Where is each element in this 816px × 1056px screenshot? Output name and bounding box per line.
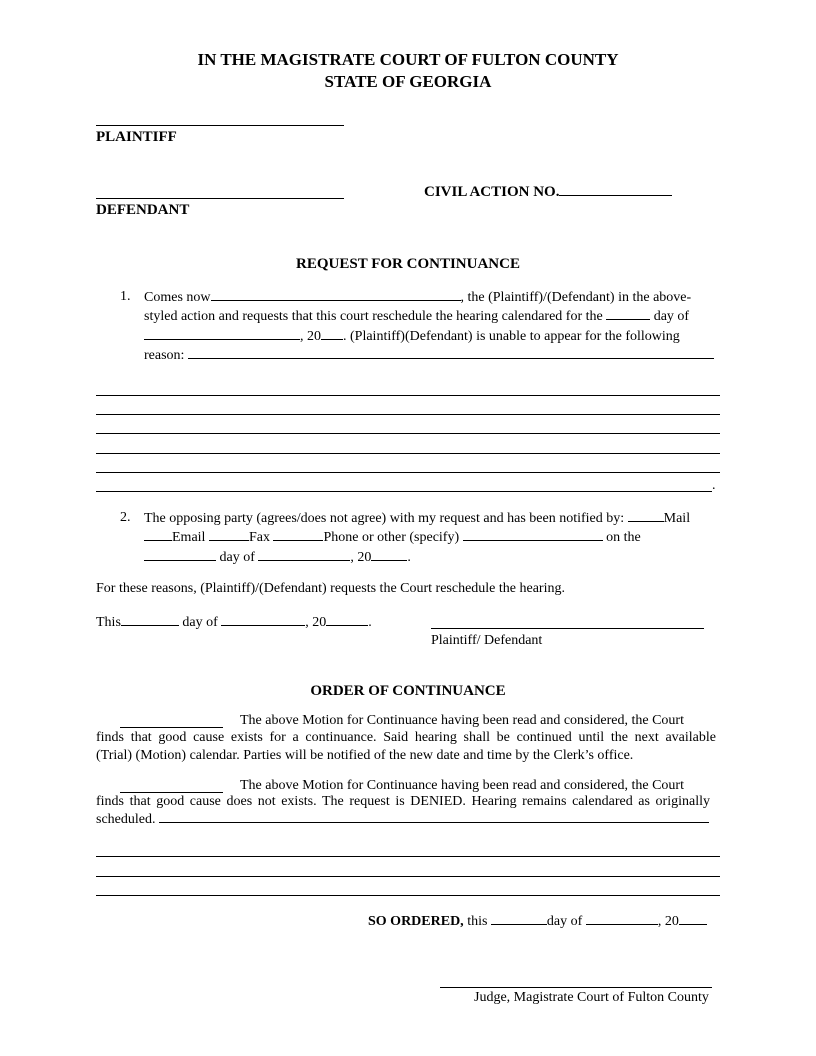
mail-field[interactable] xyxy=(628,510,664,522)
year-prefix-text: , 20 xyxy=(305,615,327,630)
grant-initial-line[interactable] xyxy=(120,727,223,728)
reason-line[interactable] xyxy=(96,491,712,492)
hearing-month-field[interactable] xyxy=(144,328,300,340)
comes-now-text: Comes now xyxy=(144,290,211,305)
item1-line1 xyxy=(144,289,691,306)
on-the-text: on the xyxy=(606,530,641,545)
state-title: STATE OF GEORGIA xyxy=(324,72,492,91)
year-prefix-text: , 20 xyxy=(350,550,372,565)
order-title: ORDER OF CONTINUANCE xyxy=(310,683,506,699)
item1-line4 xyxy=(144,347,714,364)
day-of-text: day of xyxy=(653,309,690,324)
reason-line[interactable] xyxy=(96,433,720,434)
year-prefix-text: , 20 xyxy=(300,329,321,344)
plaintiff-label: PLAINTIFF xyxy=(96,129,177,145)
court-title: IN THE MAGISTRATE COURT OF FULTON COUNTY xyxy=(197,50,619,69)
this-text: This xyxy=(96,615,121,630)
reason-line[interactable] xyxy=(96,472,720,473)
deny-note-field[interactable] xyxy=(159,811,709,823)
notified-year-field[interactable] xyxy=(371,549,407,561)
order-day-field[interactable] xyxy=(491,913,547,925)
phone-label: Phone or other (specify) xyxy=(323,530,460,545)
order-note-line[interactable] xyxy=(96,876,720,877)
fax-field[interactable] xyxy=(209,529,249,541)
hearing-year-field[interactable] xyxy=(321,328,343,340)
judge-signature-line[interactable] xyxy=(440,987,712,988)
period: . xyxy=(407,550,411,565)
item2-number: 2. xyxy=(120,510,131,525)
reschedule-text: styled action and requests that this court reschedule the hearing calendared for the xyxy=(144,309,603,324)
grant-line1: The above Motion for Continuance having been read and considered, the Court xyxy=(240,713,684,728)
defendant-name-line[interactable] xyxy=(96,198,344,199)
item2-line1 xyxy=(144,510,690,527)
day-of-text: day of xyxy=(182,615,218,630)
civil-action-text: CIVIL ACTION NO. xyxy=(424,184,560,200)
plaintiff-name-line[interactable] xyxy=(96,125,344,126)
item1-line2 xyxy=(144,308,689,325)
this-text: this xyxy=(463,914,488,929)
notified-day-field[interactable] xyxy=(144,549,216,561)
civil-action-label xyxy=(424,184,672,201)
item2-line3 xyxy=(144,549,411,566)
request-title: REQUEST FOR CONTINUANCE xyxy=(296,256,520,272)
item1-number: 1. xyxy=(120,289,131,304)
mail-label: Mail xyxy=(663,511,691,526)
sign-day-field[interactable] xyxy=(121,614,179,626)
grant-line2: finds that good cause exists for a continuance. Said hearing shall be continued until the next available xyxy=(96,730,716,745)
civil-action-number-field[interactable] xyxy=(559,184,672,196)
so-ordered-label: SO ORDERED, xyxy=(368,914,464,929)
party-signature-line[interactable] xyxy=(431,628,704,629)
deny-initial-line[interactable] xyxy=(120,792,223,793)
so-ordered-line xyxy=(368,913,707,930)
order-year-field[interactable] xyxy=(679,913,707,925)
date-line xyxy=(96,614,372,631)
reason-line[interactable] xyxy=(96,414,720,415)
deny-line1: The above Motion for Continuance having been read and considered, the Court xyxy=(240,778,684,793)
deny-line3 xyxy=(96,811,709,828)
phone-field[interactable] xyxy=(273,529,323,541)
reasons-statement: For these reasons, (Plaintiff)/(Defendant) requests the Court reschedule the hearing. xyxy=(96,581,565,596)
defendant-label: DEFENDANT xyxy=(96,202,190,218)
fax-label: Fax xyxy=(248,530,270,545)
notified-month-field[interactable] xyxy=(258,549,350,561)
party-role-text: , the (Plaintiff)/(Defendant) in the above- xyxy=(460,290,692,305)
unable-to-appear-text: . (Plaintiff)(Defendant) is unable to appear for the following xyxy=(343,329,680,344)
specify-field[interactable] xyxy=(463,529,603,541)
reason-label: reason: xyxy=(144,348,185,363)
order-month-field[interactable] xyxy=(586,913,658,925)
email-label: Email xyxy=(172,530,206,545)
day-of-text: day of xyxy=(219,550,255,565)
period: . xyxy=(368,615,372,630)
day-of-text: day of xyxy=(546,914,583,929)
item1-line3 xyxy=(144,328,680,345)
party-signature-label: Plaintiff/ Defendant xyxy=(431,633,543,648)
order-note-line[interactable] xyxy=(96,856,720,857)
sign-month-field[interactable] xyxy=(221,614,305,626)
party-name-field[interactable] xyxy=(211,289,461,301)
year-prefix-text: , 20 xyxy=(657,914,679,929)
sign-year-field[interactable] xyxy=(326,614,368,626)
hearing-day-field[interactable] xyxy=(606,308,650,320)
order-note-line[interactable] xyxy=(96,895,720,896)
reason-field[interactable] xyxy=(188,347,714,359)
reason-line[interactable] xyxy=(96,453,720,454)
email-field[interactable] xyxy=(144,529,172,541)
deny-line2: finds that good cause does not exists. The request is DENIED. Hearing remains calendared as originally xyxy=(96,794,710,809)
reason-period: . xyxy=(712,478,716,493)
opposing-party-text: The opposing party (agrees/does not agree) with my request and has been notified by: xyxy=(144,511,625,526)
scheduled-text: scheduled. xyxy=(96,812,156,827)
reason-line[interactable] xyxy=(96,395,720,396)
judge-signature-label: Judge, Magistrate Court of Fulton County xyxy=(474,990,709,1005)
item2-line2 xyxy=(144,529,641,546)
grant-line3: (Trial) (Motion) calendar. Parties will be notified of the new date and time by the Clerk’s office. xyxy=(96,748,634,763)
